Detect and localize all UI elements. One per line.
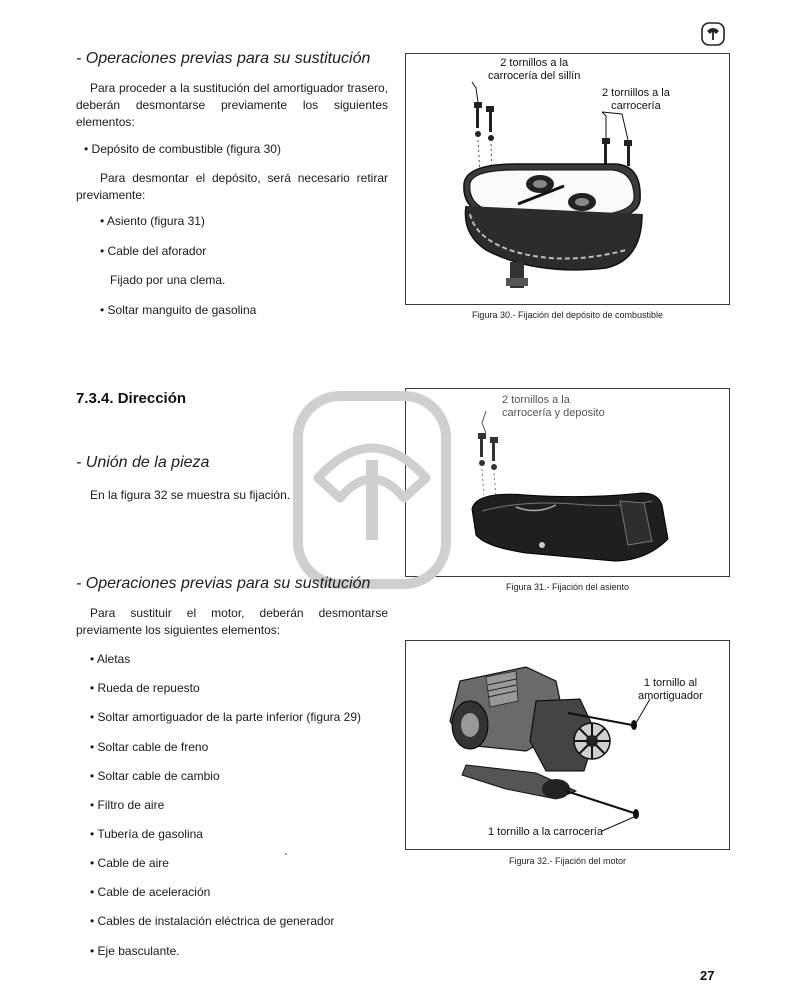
- ops-item: • Filtro de aire: [90, 798, 164, 812]
- figure-30-frame: [405, 53, 730, 305]
- union-heading: - Unión de la pieza: [76, 454, 210, 471]
- fig32-label-shock-bolt: 1 tornillo al amortiguador: [638, 677, 703, 702]
- bullet-deposito: • Depósito de combustible (figura 30): [84, 142, 281, 156]
- union-paragraph: En la figura 32 se muestra su fijación.: [90, 488, 291, 502]
- fig32-caption: Figura 32.- Fijación del motor: [508, 856, 627, 866]
- figure-32-frame: [405, 640, 730, 850]
- ops-item: • Tubería de gasolina: [90, 827, 203, 841]
- fig32-label-body-bolt: 1 tornillo a la carrocería: [488, 826, 603, 838]
- ops-item: • Soltar amortiguador de la parte inferior (figura 29): [90, 710, 361, 724]
- intro-paragraph-2: Para desmontar el depósito, será necesario retirar previamente:: [76, 171, 388, 202]
- stray-dot: [285, 853, 287, 855]
- ops-item: • Rueda de repuesto: [90, 681, 200, 695]
- page-number: 27: [700, 968, 715, 983]
- ops-item: • Cable de aceleración: [90, 885, 210, 899]
- ops-item: • Soltar cable de cambio: [90, 769, 220, 783]
- figure-31-frame: [405, 388, 730, 577]
- fig30-caption: Figura 30.- Fijación del depósito de combustible: [471, 310, 664, 320]
- brand-logo-icon: [701, 22, 725, 46]
- ops-paragraph: Para sustituir el motor, deberán desmontarse previamente los siguientes elementos:: [76, 606, 388, 637]
- ops-item: • Soltar cable de freno: [90, 740, 208, 754]
- engine-drawing: [406, 641, 731, 851]
- sub-item-asiento: • Asiento (figura 31): [100, 214, 205, 228]
- ops-heading: - Operaciones previas para su sustitución: [76, 575, 371, 592]
- section-title: 7.3.4. Dirección: [76, 390, 187, 407]
- sub-item-aforador: • Cable del aforador: [100, 244, 206, 258]
- ops-item: • Cable de aire: [90, 856, 169, 870]
- ops-item: • Eje basculante.: [90, 944, 180, 958]
- fig30-label-seat-bolts: 2 tornillos a la carrocería del sillín: [488, 57, 581, 82]
- ops-item: • Cables de instalación eléctrica de generador: [90, 914, 334, 928]
- note-clema: Fijado por una clema.: [110, 273, 226, 287]
- fig30-label-body-bolts: 2 tornillos a la carrocería: [602, 87, 670, 112]
- intro-heading: - Operaciones previas para su sustitución: [76, 50, 371, 67]
- fuel-tank-drawing: [406, 54, 731, 306]
- fig31-caption: Figura 31.- Fijación del asiento: [505, 582, 630, 592]
- fig31-label-bolts: 2 tornillos a la carrocería y deposito: [502, 394, 605, 419]
- ops-item: • Aletas: [90, 652, 130, 666]
- intro-paragraph: Para proceder a la sustitución del amortiguador trasero, deberán desmontarse previamente los siguientes elementos:: [76, 81, 388, 129]
- sub-item-manguito: • Soltar manguito de gasolina: [100, 303, 256, 317]
